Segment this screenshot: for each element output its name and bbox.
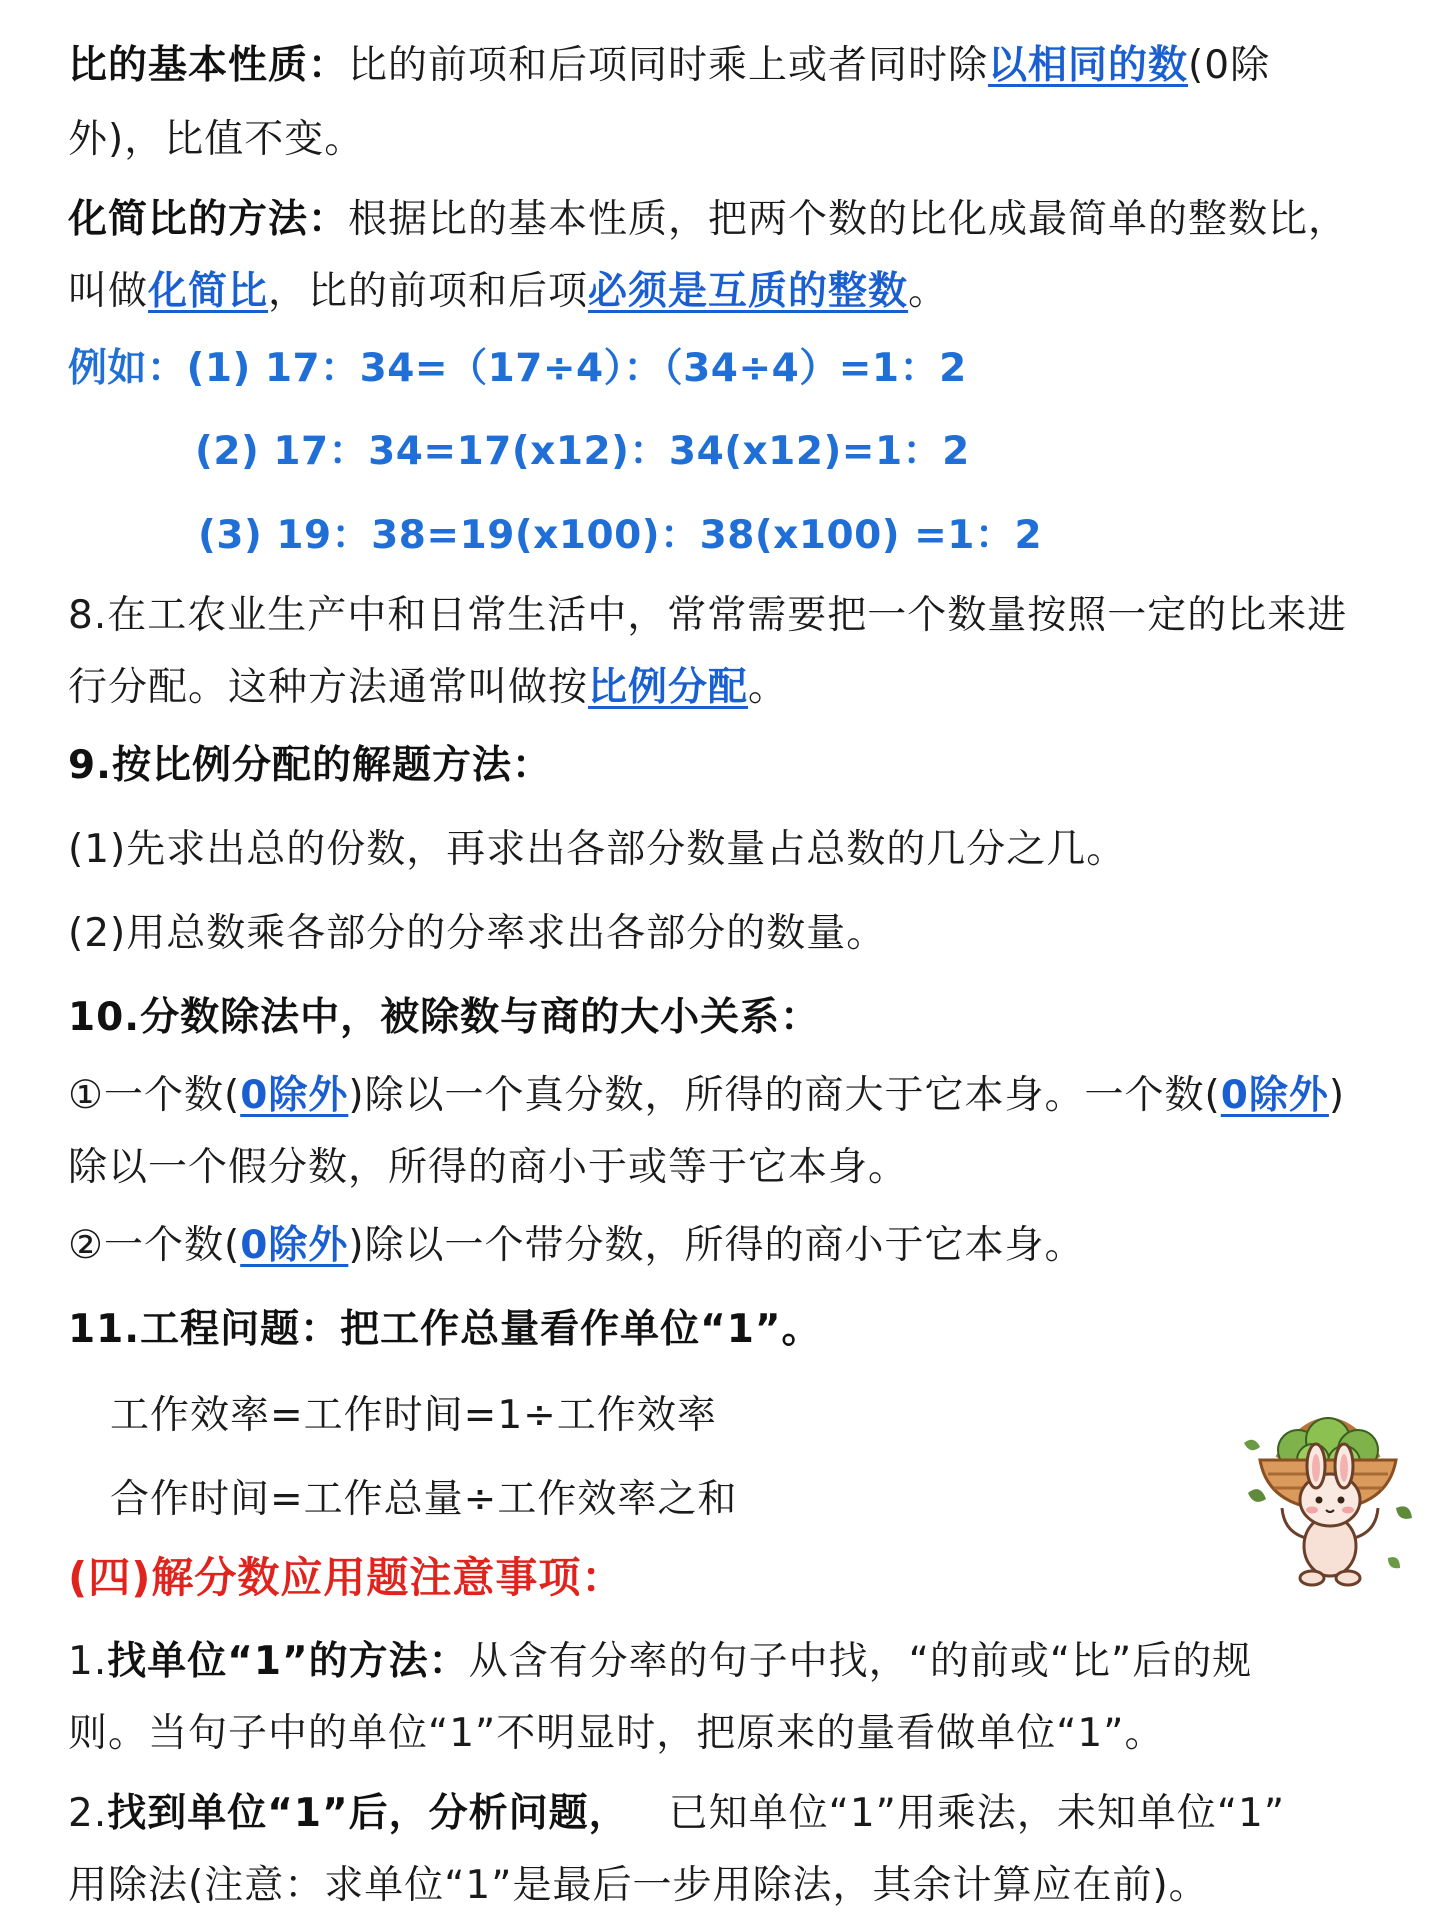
note-1-line-1: [68, 1638, 1400, 1686]
text-segment: 已知单位“1”用乘法，未知单位“1”: [668, 1791, 1286, 1836]
same-number-keyword: 以相同的数: [988, 43, 1189, 88]
coprime-keyword: 必须是互质的整数: [588, 269, 909, 314]
simplify-ratio-keyword: 化简比: [148, 269, 269, 314]
text-segment: 从含有分率的句子中找，“的前或“比”后的规: [468, 1639, 1253, 1684]
simplify-method-text: 根据比的基本性质，把两个数的比化成最简单的整数比，: [348, 197, 1349, 242]
zero-except-keyword: 0除外: [240, 1223, 349, 1268]
leaf-icon: [1396, 1506, 1412, 1519]
item-10-line-1: [68, 1072, 1400, 1120]
text-segment: ): [1328, 1073, 1346, 1118]
note-1-line-2: 则。当句子中的单位“1”不明显时，把原来的量看做单位“1”。: [68, 1711, 1165, 1756]
text-segment: )除以一个真分数，所得的商大于它本身。一个数(: [348, 1073, 1221, 1118]
note-1-label: 找单位“1”的方法：: [107, 1639, 469, 1684]
text-segment: 叫做: [68, 269, 149, 314]
simplify-method-line-1: [68, 196, 1400, 244]
text-segment: )除以一个带分数，所得的商小于它本身。: [348, 1223, 1085, 1268]
simplify-method-label: 化简比的方法：: [68, 197, 349, 242]
example-3: (3) 19：38=19(x100)：38(x100) =1：2: [198, 513, 1043, 558]
item-9-title: 9.按比例分配的解题方法：: [68, 743, 552, 788]
ratio-property-label: 比的基本性质：: [68, 43, 349, 88]
item-9-step-1: (1)先求出总的份数，再求出各部分数量占总数的几分之几。: [68, 827, 1127, 872]
text-segment: ①一个数(: [68, 1073, 241, 1118]
item-10-line-2: 除以一个假分数，所得的商小于或等于它本身。: [68, 1145, 909, 1190]
text-segment: 1.: [68, 1639, 108, 1684]
note-2-label: 找到单位“1”后，分析问题，: [107, 1791, 629, 1836]
leaf-icon: [1244, 1440, 1260, 1450]
formula-1: 工作效率=工作时间=1÷工作效率: [110, 1393, 717, 1438]
item-9-step-2: (2)用总数乘各部分的分率求出各部分的数量。: [68, 911, 887, 956]
text-segment: 行分配。这种方法通常叫做按: [68, 665, 589, 710]
ratio-property-line-2: 外)，比值不变。: [68, 117, 365, 162]
item-8-line-2: [68, 664, 1400, 712]
text-segment: ②一个数(: [68, 1223, 241, 1268]
note-2-line-2: 用除法(注意：求单位“1”是最后一步用除法，其余计算应在前)。: [68, 1863, 1209, 1908]
formula-2: 合作时间=工作总量÷工作效率之和: [110, 1477, 738, 1522]
item-8-line-1: 8.在工农业生产中和日常生活中，常常需要把一个数量按照一定的比来进: [68, 593, 1348, 638]
example-1: 例如：(1) 17：34=（17÷4）：（34÷4）=1：2: [68, 346, 967, 391]
ratio-property-text: 比的前项和后项同时乘上或者同时除: [348, 43, 989, 88]
section-4-heading: (四)解分数应用题注意事项：: [68, 1553, 625, 1602]
item-10-title: 10.分数除法中，被除数与商的大小关系：: [68, 995, 821, 1040]
leaf-icon: [1248, 1489, 1266, 1502]
text-segment: 。: [748, 665, 789, 710]
leaf-icon: [1388, 1557, 1400, 1568]
text-segment: 。: [908, 269, 949, 314]
note-2-line-1: [68, 1790, 1400, 1838]
item-11-title: 11.工程问题：把工作总量看作单位“1”。: [68, 1307, 822, 1352]
zero-except-keyword: 0除外: [240, 1073, 349, 1118]
text-segment: ，比的前项和后项: [268, 269, 589, 314]
proportional-distribution-keyword: 比例分配: [588, 665, 749, 710]
bunny-basket-illustration: [1238, 1388, 1418, 1588]
item-10-line-3: [68, 1222, 1400, 1270]
example-2: (2) 17：34=17(x12)：34(x12)=1：2: [195, 429, 970, 474]
zero-except-open: (0除: [1188, 43, 1271, 88]
ratio-property-line-1: [68, 42, 1400, 90]
text-segment: 2.: [68, 1791, 108, 1836]
zero-except-keyword: 0除外: [1220, 1073, 1329, 1118]
simplify-method-line-2: [68, 268, 1400, 316]
